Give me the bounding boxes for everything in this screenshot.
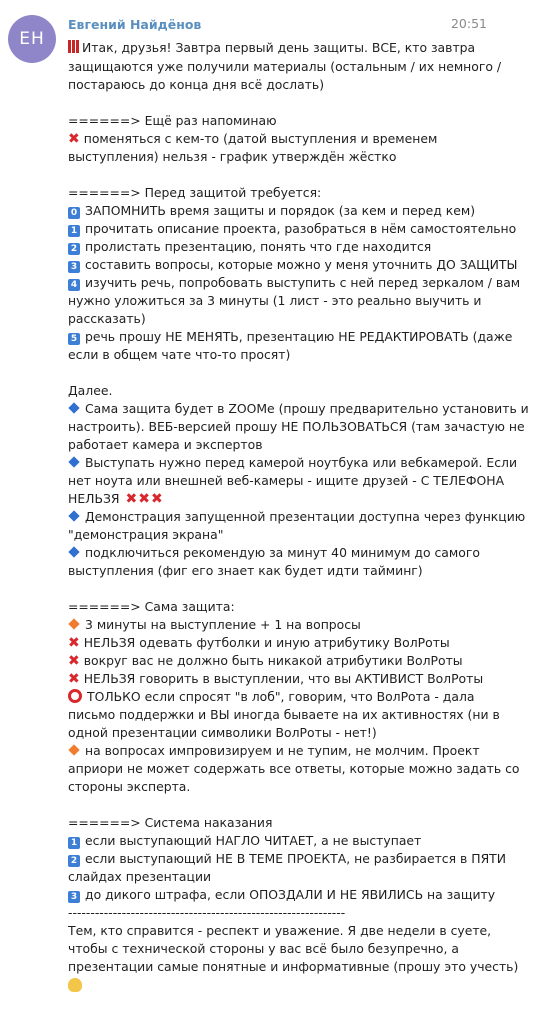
message-text: если в общем чате что-то просят) xyxy=(68,347,291,362)
cross-mark-icon: ✖ xyxy=(151,491,163,507)
blue-diamond-icon xyxy=(68,510,79,521)
message-text: письмо поддержки и ВЫ иногда бываете на их активностях (ни в xyxy=(68,707,500,722)
message-line xyxy=(68,508,524,526)
message-line xyxy=(68,562,524,580)
message-text: одной презентации символики ВолРоты - нет!) xyxy=(68,725,377,740)
message-line xyxy=(68,39,524,58)
message-text: априори не может содержать все ответы, которые можно задать со xyxy=(68,761,520,776)
message-text: изучить речь, попробовать выступить с ней перед зеркалом / вам xyxy=(85,275,521,290)
message-text: Тем, кто справится - респект и уважение. Я две недели в суете, xyxy=(68,923,492,938)
message-line xyxy=(68,868,524,886)
message-line xyxy=(68,778,524,796)
message-text: -------------------------------------------------------------- xyxy=(68,905,346,920)
keycap-number-icon: 5 xyxy=(68,333,80,345)
message-line xyxy=(68,418,524,436)
message-line xyxy=(68,814,524,832)
message-line xyxy=(68,130,524,148)
keycap-number-icon: 4 xyxy=(68,279,80,291)
praying-hands-emoji xyxy=(68,978,82,992)
message-body xyxy=(68,39,529,997)
sender-name[interactable]: Евгений Найдёнов xyxy=(68,17,202,32)
message-line xyxy=(68,274,524,292)
message-text: Демонстрация запущенной презентации доступна через функцию xyxy=(85,509,526,524)
blue-diamond-icon xyxy=(68,402,79,413)
keycap-number-icon: 1 xyxy=(68,837,80,849)
message-text: чтобы с технической стороны у вас всё было безупречно, а xyxy=(68,941,459,956)
avatar[interactable]: EH xyxy=(8,15,56,63)
message-text: ЗАПОМНИТЬ время защиты и порядок (за кем и перед кем) xyxy=(85,203,476,218)
message-text: работает камера и экспертов xyxy=(68,437,263,452)
message-text: настроить). ВЕБ-версией прошу НЕ ПОЛЬЗОВАТЬСЯ (там зачастую не xyxy=(68,419,525,434)
message-line xyxy=(68,382,524,400)
message-line xyxy=(68,976,524,997)
message-text: защищаются уже получили материалы (остальным / их немного / xyxy=(68,59,502,74)
message-line xyxy=(68,652,524,670)
message-line xyxy=(68,724,524,742)
message-line xyxy=(68,616,524,634)
message-line xyxy=(68,310,524,328)
message-line xyxy=(68,598,524,616)
message-line xyxy=(68,526,524,544)
message-text: нет ноута или внешней веб-камеры - ищите друзей - С ТЕЛЕФОНА xyxy=(68,473,505,488)
blue-diamond-icon xyxy=(68,546,79,557)
message-line xyxy=(68,904,524,922)
cross-mark-icon: ✖ xyxy=(68,653,80,669)
message-line xyxy=(68,940,524,958)
message-text: подключиться рекомендую за минут 40 минимум до самого xyxy=(85,545,480,560)
cross-mark-icon: ✖ xyxy=(125,491,138,507)
message-text: слайдах презентации xyxy=(68,869,212,884)
message-line xyxy=(68,76,524,94)
cross-mark-icon: ✖ xyxy=(68,671,80,687)
message-line xyxy=(68,490,524,508)
message-line xyxy=(68,670,524,688)
message-line xyxy=(68,688,524,706)
message-text: выступления (фиг его знает как будет идти тайминг) xyxy=(68,563,423,578)
message-line xyxy=(68,832,524,850)
message-line xyxy=(68,238,524,256)
message-line xyxy=(68,886,524,904)
message-line xyxy=(68,472,524,490)
message-line xyxy=(68,634,524,652)
hollow-red-circle-icon xyxy=(68,689,82,703)
message-text: рассказать) xyxy=(68,311,146,326)
message-line xyxy=(68,220,524,238)
keycap-number-icon: 1 xyxy=(68,225,80,237)
message-text: если выступающий НАГЛО ЧИТАЕТ, а не выступает xyxy=(85,833,422,848)
message-line xyxy=(68,112,524,130)
message-line xyxy=(68,958,524,976)
cross-mark-icon: ✖ xyxy=(68,131,80,147)
message-line xyxy=(68,400,529,418)
message-line xyxy=(68,94,524,112)
message-text: если выступающий НЕ В ТЕМЕ ПРОЕКТА, не разбирается в ПЯТИ xyxy=(85,851,507,866)
message-text: ТОЛЬКО если спросят "в лоб", говорим, что ВолРота - дала xyxy=(87,689,475,704)
message-text: пролистать презентацию, понять что где находится xyxy=(85,239,432,254)
message-text: стороны эксперта. xyxy=(68,779,191,794)
message-text: ======> Сама защита: xyxy=(68,599,235,614)
message-text: "демонстрация экрана" xyxy=(68,527,224,542)
message-text: составить вопросы, которые можно у меня уточнить ДО ЗАЩИТЫ xyxy=(85,257,518,272)
orange-diamond-icon xyxy=(68,618,79,629)
message-text: презентации самые понятные и информативные (прошу это учесть) xyxy=(68,959,519,974)
keycap-number-icon: 3 xyxy=(68,261,80,273)
message-time: 20:51 xyxy=(450,16,487,31)
message-line xyxy=(68,328,524,346)
message-text: Сама защита будет в ZOOMе (прошу предварительно установить и xyxy=(85,401,529,416)
message-line xyxy=(68,742,524,760)
message-text: ======> Перед защитой требуется: xyxy=(68,185,322,200)
cross-mark-icon: ✖ xyxy=(138,491,150,507)
message-text: постараюсь до конца дня всё дослать) xyxy=(68,77,325,92)
keycap-number-icon: 2 xyxy=(68,243,80,255)
message-text: прочитать описание проекта, разобраться в нём самостоятельно xyxy=(85,221,517,236)
message-line xyxy=(68,148,524,166)
message-line xyxy=(68,922,524,940)
message-text: до дикого штрафа, если ОПОЗДАЛИ И НЕ ЯВИЛИСЬ на защиту xyxy=(85,887,496,902)
message-line xyxy=(68,454,524,472)
message-text: НЕЛЬЗЯ говорить в выступлении, что вы АКТИВИСТ ВолРоты xyxy=(83,671,484,686)
message-line xyxy=(68,202,524,220)
exclamation-bars-icon xyxy=(68,40,80,58)
message-text: выступления) нельзя - график утверждён жёстко xyxy=(68,149,397,164)
cross-mark-icon: ✖ xyxy=(68,635,80,651)
message-text: речь прошу НЕ МЕНЯТЬ, презентацию НЕ РЕДАКТИРОВАТЬ (даже xyxy=(85,329,513,344)
message-text: 3 минуты на выступление + 1 на вопросы xyxy=(85,617,361,632)
message-line xyxy=(68,256,524,274)
message-text: нужно уложиться за 3 минуты (1 лист - это реально выучить и xyxy=(68,293,482,308)
blue-diamond-icon xyxy=(68,456,79,467)
message-text: ======> Система наказания xyxy=(68,815,273,830)
keycap-number-icon: 0 xyxy=(68,207,80,219)
message-text: НЕЛЬЗЯ xyxy=(68,491,120,506)
message-text: ======> Ещё раз напоминаю xyxy=(68,113,277,128)
message-line xyxy=(68,706,524,724)
message-line xyxy=(68,796,524,814)
message-text: вокруг вас не должно быть никакой атрибутики ВолРоты xyxy=(83,653,463,668)
message-line xyxy=(68,364,524,382)
message-line xyxy=(68,184,524,202)
message-line xyxy=(68,544,524,562)
message-line xyxy=(68,166,524,184)
message-line xyxy=(68,850,524,868)
message-text: Итак, друзья! Завтра первый день защиты. ВСЕ, кто завтра xyxy=(82,40,476,55)
message-text: НЕЛЬЗЯ одевать футболки и иную атрибутику ВолРоты xyxy=(83,635,450,650)
message-line xyxy=(68,292,524,310)
keycap-number-icon: 2 xyxy=(68,855,80,867)
message-text: на вопросах импровизируем и не тупим, не молчим. Проект xyxy=(85,743,480,758)
message-line xyxy=(68,436,524,454)
message-text: поменяться с кем-то (датой выступления и временем xyxy=(83,131,438,146)
message-line xyxy=(68,346,524,364)
orange-diamond-icon xyxy=(68,744,79,755)
message-text: Далее. xyxy=(68,383,113,398)
keycap-number-icon: 3 xyxy=(68,891,80,903)
message-line xyxy=(68,580,524,598)
message-text: Выступать нужно перед камерой ноутбука или вебкамерой. Если xyxy=(85,455,518,470)
message-line xyxy=(68,760,524,778)
message-line xyxy=(68,58,524,76)
